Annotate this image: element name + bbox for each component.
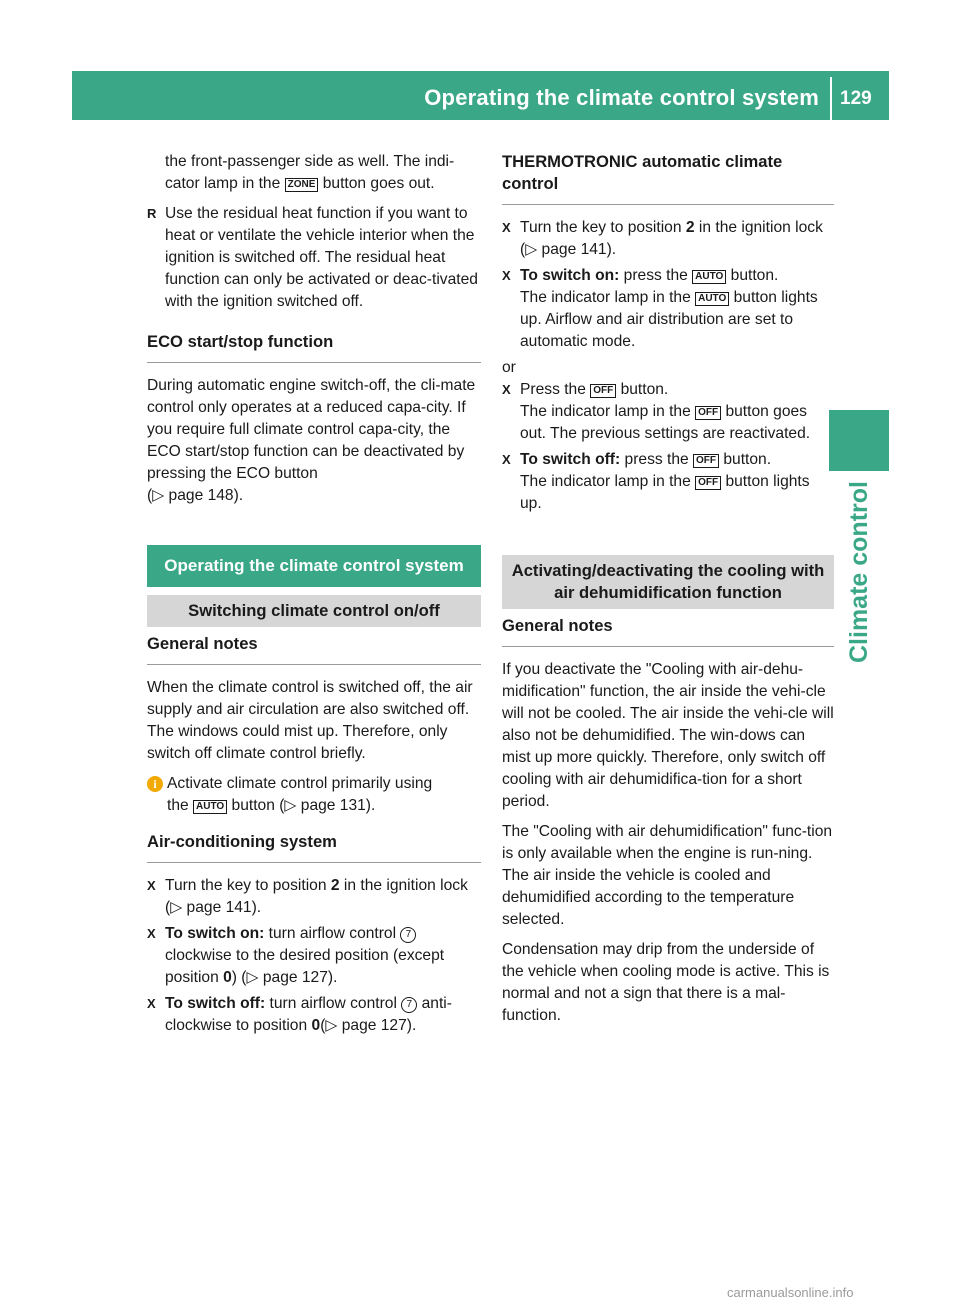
cooling-para-2: The "Cooling with air dehumidification" func-tion is only available when the engine is run-ning. The air inside the vehicle is cooled and dehumidified according to the temperature selected. bbox=[502, 823, 833, 928]
page-reference[interactable]: page 148). bbox=[168, 487, 244, 504]
bullet-x-icon: X bbox=[502, 382, 511, 397]
thermo-step-3: X Press the OFF button. The indicator lamp in the OFF button goes out. The previous settings are reactivated. bbox=[502, 381, 811, 442]
off-button-icon: OFF bbox=[590, 384, 616, 398]
bullet-x-icon: X bbox=[502, 220, 511, 235]
right-column bbox=[502, 151, 834, 1027]
bullet-x-icon: X bbox=[147, 996, 156, 1011]
left-column bbox=[147, 151, 481, 1041]
header-bar bbox=[72, 71, 889, 120]
general-notes-heading: General notes bbox=[147, 633, 481, 665]
eco-heading: ECO start/stop function bbox=[147, 331, 481, 363]
page-arrow-icon: ▷ bbox=[325, 1017, 338, 1034]
off-button-icon: OFF bbox=[695, 406, 721, 420]
watermark: carmanualsonline.info bbox=[727, 1285, 854, 1300]
off-button-icon: OFF bbox=[695, 476, 721, 490]
page-arrow-icon: ▷ bbox=[525, 241, 538, 258]
general-notes-heading-right: General notes bbox=[502, 615, 834, 647]
cooling-para-3: Condensation may drip from the underside of the vehicle when cooling mode is active. This is normal and not a sign that there is a mal-function. bbox=[502, 941, 830, 1024]
chapter-tab bbox=[829, 410, 889, 471]
ac-step-3: X To switch off: turn airflow control 7 anti- clockwise to position 0(▷ page 127). bbox=[147, 995, 452, 1034]
auto-button-icon: AUTO bbox=[695, 292, 729, 306]
ac-step-1: X Turn the key to position 2 in the ignition lock (▷ page 141). bbox=[147, 877, 468, 916]
header-divider bbox=[830, 77, 832, 120]
info-note: i Activate climate control primarily using the AUTO button (▷ page 131). bbox=[147, 773, 481, 817]
section-title: Operating the climate control system bbox=[147, 545, 481, 587]
bullet-x-icon: X bbox=[147, 926, 156, 941]
off-button-icon: OFF bbox=[693, 454, 719, 468]
cooling-section-title: Activating/deactivating the cooling with air dehumidification function bbox=[502, 555, 834, 609]
page-reference[interactable]: page 127). bbox=[262, 969, 338, 986]
bullet-x-icon: X bbox=[147, 878, 156, 893]
or-text: or bbox=[502, 359, 516, 376]
eco-body: During automatic engine switch-off, the cli-mate control only operates at a reduced capa-city. If you require full climate control capa-city, the ECO start/stop function can be deactivated by pressing the ECO button (▷ page 148). bbox=[147, 377, 476, 504]
page-reference[interactable]: page 127). bbox=[341, 1017, 417, 1034]
zone-button-icon: ZONE bbox=[285, 178, 319, 192]
bullet-x-icon: X bbox=[502, 452, 511, 467]
page-title: Operating the climate control system bbox=[424, 85, 819, 110]
intro-text: the front-passenger side as well. The indi- cator lamp in the ZONE button goes out. bbox=[165, 153, 455, 192]
thermo-step-4: X To switch off: press the OFF button. The indicator lamp in the OFF button lights up. bbox=[502, 451, 810, 512]
page-reference[interactable]: page 141). bbox=[541, 241, 617, 258]
ac-step-2: X To switch on: turn airflow control 7 clockwise to the desired position (except position 0) (▷ page 127). bbox=[147, 925, 445, 986]
page-arrow-icon: ▷ bbox=[284, 797, 297, 814]
thermotronic-heading: THERMOTRONIC automatic climate control bbox=[502, 151, 834, 205]
page-reference[interactable]: page 131). bbox=[300, 797, 376, 814]
bullet-x-icon: X bbox=[502, 268, 511, 283]
auto-button-icon: AUTO bbox=[193, 800, 227, 814]
page-arrow-icon: ▷ bbox=[246, 969, 259, 986]
subsection-title: Switching climate control on/off bbox=[147, 595, 481, 627]
cooling-para-1: If you deactivate the "Cooling with air-dehu-midification" function, the air inside the vehi-cle will not be cooled. The air inside the vehi-cle will also not be dehumidified. The win-dows can mist up more quickly. Therefore, only switch off cooling with air dehumidifica-tion for a short period. bbox=[502, 661, 834, 810]
thermo-step-1: X Turn the key to position 2 in the ignition lock (▷ page 141). bbox=[502, 219, 823, 258]
thermo-step-2: X To switch on: press the AUTO button. The indicator lamp in the AUTO button lights up. Airflow and air distribution are set to automatic mode. bbox=[502, 267, 818, 350]
page-arrow-icon: ▷ bbox=[170, 899, 183, 916]
page-number: 129 bbox=[840, 88, 872, 109]
page-reference[interactable]: page 141). bbox=[186, 899, 262, 916]
chapter-label: Climate control bbox=[845, 481, 873, 663]
auto-button-icon: AUTO bbox=[692, 270, 726, 284]
general-notes-body: When the climate control is switched off, the air supply and air circulation are also switched off. The windows could mist up. Therefore, only switch off climate control briefly. bbox=[147, 679, 473, 762]
ac-heading: Air-conditioning system bbox=[147, 831, 481, 863]
page-arrow-icon: ▷ bbox=[152, 487, 165, 504]
airflow-control-number-icon: 7 bbox=[401, 997, 417, 1013]
residual-heat-bullet: R Use the residual heat function if you want to heat or ventilate the vehicle interior when the ignition is switched off. The residual heat function can only be activated or deac-tivated with the ignition switched off. bbox=[147, 205, 478, 310]
info-icon: i bbox=[147, 776, 163, 792]
airflow-control-number-icon: 7 bbox=[400, 927, 416, 943]
bullet-r-icon: R bbox=[147, 206, 157, 221]
